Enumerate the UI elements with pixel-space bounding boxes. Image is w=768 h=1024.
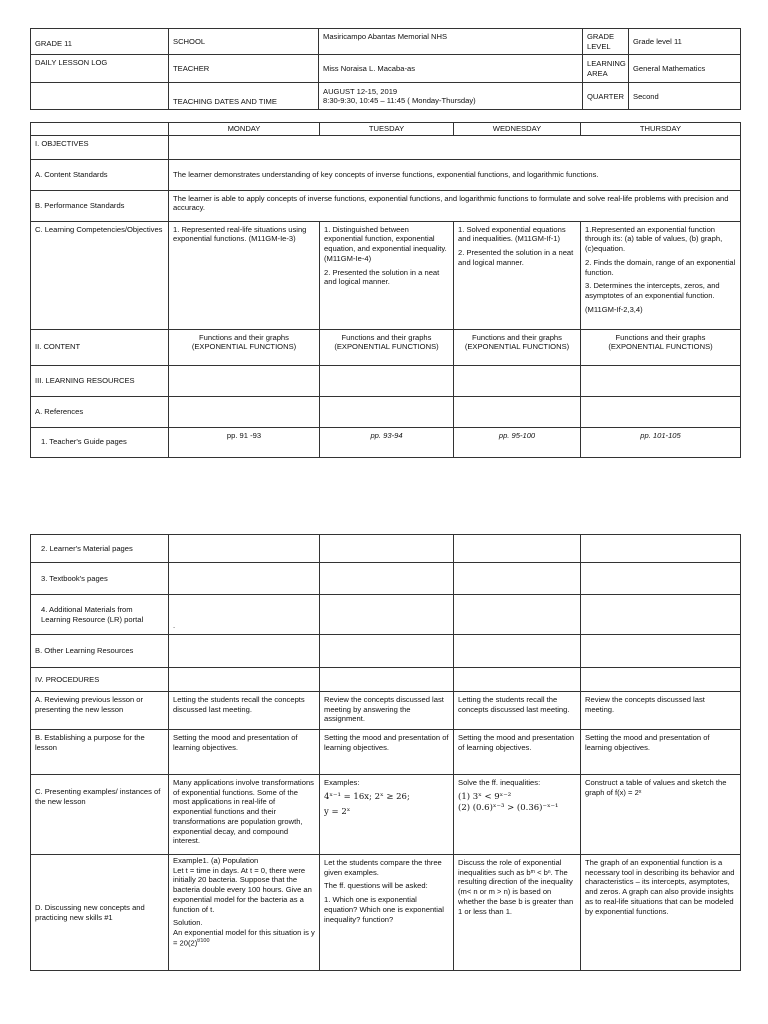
dates-value-2: 8:30-9:30, 10:45 – 11:45 ( Monday-Thursday) <box>323 96 476 106</box>
additional-blank <box>581 595 741 635</box>
competency-item: 2. Finds the domain, range of an exponential function. <box>585 257 736 277</box>
day-tuesday: TUESDAY <box>320 123 454 136</box>
proc-d-tuesday <box>320 855 454 971</box>
header-blank <box>31 83 169 110</box>
teacher-label: TEACHER <box>169 55 319 83</box>
solution-label: Solution. <box>173 918 203 928</box>
proc-b-thursday: Setting the mood and presentation of learning objectives. <box>581 730 741 775</box>
competency-item: 1.Represented an exponential function through its: (a) table of values, (b) graph, (c)equation. <box>585 224 723 254</box>
content-standards-text: The learner demonstrates understanding of key concepts of inverse functions, exponential functions, and logarithmic functions. <box>169 159 741 190</box>
references-blank <box>581 396 741 427</box>
proc-c-thursday: Construct a table of values and sketch the graph of f(x) = 2ˣ <box>581 775 741 855</box>
competency-item: (M11GM-If-2,3,4) <box>585 304 643 314</box>
content-monday <box>169 329 320 365</box>
content-topic: Functions and their graphs <box>199 332 289 342</box>
proc-c-tuesday <box>320 775 454 855</box>
grade-level-label: GRADE LEVEL <box>583 29 629 55</box>
additional-materials-label: 4. Additional Materials from Learning Resource (LR) portal <box>31 595 169 635</box>
example-title: Example1. (a) Population <box>173 856 259 865</box>
other-blank <box>581 635 741 668</box>
lm-blank <box>581 535 741 563</box>
proc-a-label: A. Reviewing previous lesson or presenting the new lesson <box>31 692 169 730</box>
resources-blank <box>454 365 581 396</box>
proc-b-tuesday: Setting the mood and presentation of learning objectives. <box>320 730 454 775</box>
proc-d-monday <box>169 855 320 971</box>
proc-d-label: D. Discussing new concepts and practicing new skills #1 <box>31 855 169 971</box>
additional-blank <box>454 595 581 635</box>
tg-pages-wednesday: pp. 95-100 <box>454 427 581 457</box>
other-blank <box>169 635 320 668</box>
teacher-value: Miss Noraisa L. Macaba-as <box>319 55 583 83</box>
competencies-thursday <box>581 221 741 329</box>
quarter-label: QUARTER <box>583 83 629 110</box>
resources-blank <box>169 365 320 396</box>
procedures-blank <box>581 668 741 692</box>
additional-monday <box>169 595 320 635</box>
grade-label: GRADE 11 <box>31 29 169 55</box>
day-corner <box>31 123 169 136</box>
content-topic: Functions and their graphs <box>341 332 432 342</box>
proc-a-monday: Letting the students recall the concepts discussed last meeting. <box>169 692 320 730</box>
examples-title: Examples: <box>324 778 360 787</box>
proc-d-wednesday: Discuss the role of exponential inequalities such as bᵐ < bⁿ. The resulting direction of the inequality (m< n or m > n) is based on whether the base b is greater than 1 or less than 1. <box>454 855 581 971</box>
content-subtopic: (EXPONENTIAL FUNCTIONS) <box>191 342 297 352</box>
day-thursday: THURSDAY <box>581 123 741 136</box>
performance-standards-label: B. Performance Standards <box>31 190 169 221</box>
examples-equation-1: 4ˣ⁻¹ = 16x; 2ˣ ≥ 26; <box>324 791 410 802</box>
tg-pages-monday: pp. 91 -93 <box>169 427 320 457</box>
procedures-blank <box>454 668 581 692</box>
compare-text: Let the students compare the three given examples. <box>324 858 442 877</box>
competencies-tuesday <box>320 221 454 329</box>
solution-text: An exponential model for this situation is $y = 20(2)^{t/100}$ <box>173 928 315 948</box>
proc-b-monday: Setting the mood and presentation of learning objectives. <box>169 730 320 775</box>
content-subtopic: (EXPONENTIAL FUNCTIONS) <box>608 342 713 352</box>
example-text: Let t = time in days. At t = 0, there were initially 20 bacteria. Suppose that the bacteria double every 100 hours. Give an exponential model for the bacteria as a function of t. <box>173 865 312 914</box>
school-label: SCHOOL <box>169 29 319 55</box>
content-topic: Functions and their graphs <box>615 332 706 342</box>
inequality-2: (2) (0.6)ˣ⁻³ > (0.36)⁻ˣ⁻¹ <box>458 802 559 813</box>
content-thursday <box>581 329 741 365</box>
objectives-label: I. OBJECTIVES <box>31 135 169 159</box>
content-standards-label: A. Content Standards <box>31 159 169 190</box>
textbook-blank <box>320 563 454 595</box>
competency-item: 1. Represented real-life situations using exponential functions. (M11GM-Ie-3) <box>173 224 307 244</box>
additional-mark: . <box>173 621 176 631</box>
grade-level-value: Grade level 11 <box>629 29 741 55</box>
lm-blank <box>454 535 581 563</box>
textbook-blank <box>454 563 581 595</box>
proc-a-thursday: Review the concepts discussed last meeting. <box>581 692 741 730</box>
dates-value-1: AUGUST 12-15, 2019 <box>323 86 398 96</box>
dates-value <box>319 83 583 110</box>
proc-a-tuesday: Review the concepts discussed last meeting by answering the assignment. <box>320 692 454 730</box>
proc-b-wednesday: Setting the mood and presentation of learning objectives. <box>454 730 581 775</box>
textbook-pages-label: 3. Textbook's pages <box>31 563 169 595</box>
textbook-blank <box>581 563 741 595</box>
question-1: 1. Which one is exponential equation? Which one is exponential inequality? function? <box>324 895 444 924</box>
proc-c-label: C. Presenting examples/ instances of the new lesson <box>31 775 169 855</box>
other-blank <box>320 635 454 668</box>
content-subtopic: (EXPONENTIAL FUNCTIONS) <box>334 342 439 352</box>
procedures-label: IV. PROCEDURES <box>31 668 169 692</box>
examples-equation-2: y = 2ˣ <box>324 806 351 817</box>
procedures-blank <box>169 668 320 692</box>
proc-c-wednesday <box>454 775 581 855</box>
procedures-blank <box>320 668 454 692</box>
resources-blank <box>581 365 741 396</box>
lesson-table-page2 <box>30 534 741 971</box>
day-wednesday: WEDNESDAY <box>454 123 581 136</box>
lm-blank <box>320 535 454 563</box>
inequalities-title: Solve the ff. inequalities: <box>458 778 541 787</box>
content-subtopic: (EXPONENTIAL FUNCTIONS) <box>464 342 570 352</box>
header-table <box>30 28 741 110</box>
learning-area-label: LEARNING AREA <box>583 55 629 83</box>
solution-exponent: t/100 <box>197 937 210 944</box>
lesson-table-page1 <box>30 122 741 458</box>
references-blank <box>454 396 581 427</box>
content-tuesday <box>320 329 454 365</box>
competency-item: 2. Presented the solution in a neat and logical manner. <box>324 267 440 287</box>
performance-standards-text: The learner is able to apply concepts of inverse functions, exponential functions, and logarithmic functions to formulate and solve real-life problems with precision and accuracy. <box>169 190 741 221</box>
quarter-value: Second <box>629 83 741 110</box>
competency-item: 1. Distinguished between exponential function, exponential equation, and exponential inequality. (M11GM-Ie-4) <box>324 224 447 263</box>
textbook-blank <box>169 563 320 595</box>
tg-pages-label: 1. Teacher's Guide pages <box>31 427 169 457</box>
school-value: Masiricampo Abantas Memorial NHS <box>319 29 583 55</box>
proc-a-wednesday: Letting the students recall the concepts discussed last meeting. <box>454 692 581 730</box>
inequality-1: (1) 3ˣ < 9ˣ⁻² <box>458 791 512 802</box>
references-blank <box>169 396 320 427</box>
resources-blank <box>320 365 454 396</box>
competency-item: 3. Determines the intercepts, zeros, and asymptotes of an exponential function. <box>585 281 720 301</box>
competency-item: 2. Presented the solution in a neat and logical manner. <box>458 248 574 267</box>
tg-pages-tuesday: pp. 93-94 <box>320 427 454 457</box>
competencies-monday <box>169 221 320 329</box>
content-wednesday <box>454 329 581 365</box>
content-label: II. CONTENT <box>31 329 169 365</box>
lm-pages-label: 2. Learner's Material pages <box>31 535 169 563</box>
references-label: A. References <box>31 396 169 427</box>
proc-b-label: B. Establishing a purpose for the lesson <box>31 730 169 775</box>
proc-c-monday: Many applications involve transformations of exponential functions. Some of the most applications in real-life of exponential functions and their transformations are population growth, exponential decay, and compound interest. <box>169 775 320 855</box>
day-monday: MONDAY <box>169 123 320 136</box>
log-title: DAILY LESSON LOG <box>31 55 169 83</box>
content-topic: Functions and their graphs <box>472 332 562 342</box>
other-blank <box>454 635 581 668</box>
references-blank <box>320 396 454 427</box>
resources-label: III. LEARNING RESOURCES <box>31 365 169 396</box>
lm-blank <box>169 535 320 563</box>
competencies-label: C. Learning Competencies/Objectives <box>31 221 169 329</box>
dates-label: TEACHING DATES AND TIME <box>169 83 319 110</box>
objectives-blank <box>169 135 741 159</box>
learning-area-value: General Mathematics <box>629 55 741 83</box>
other-resources-label: B. Other Learning Resources <box>31 635 169 668</box>
proc-d-thursday: The graph of an exponential function is a necessary tool in describing its behavior and characteristics – its intercepts, asymptotes, and zeros. A graph can also provide insights as to real-life situations that can be modeled by exponential functions. <box>581 855 741 971</box>
additional-blank <box>320 595 454 635</box>
questions-intro: The ff. questions will be asked: <box>324 881 428 891</box>
competencies-wednesday <box>454 221 581 329</box>
tg-pages-thursday: pp. 101-105 <box>581 427 741 457</box>
competency-item: 1. Solved exponential equations and inequalities. (M11GM-If-1) <box>458 224 566 244</box>
